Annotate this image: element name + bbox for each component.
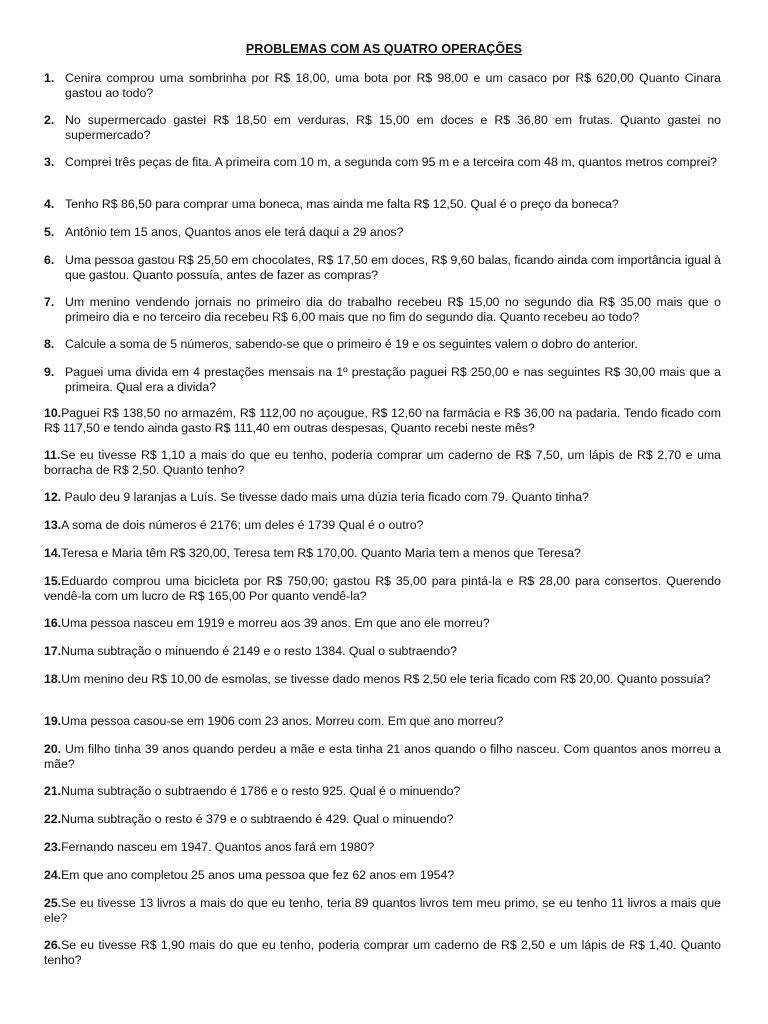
problem-number: 4. xyxy=(44,197,55,211)
problem-text: Numa subtração o resto é 379 e o subtraendo é 429. Qual o minuendo? xyxy=(61,812,454,826)
problem-item xyxy=(44,812,721,827)
problem-number: 15. xyxy=(44,574,62,588)
problem-number: 7. xyxy=(44,295,55,309)
problem-number: 23. xyxy=(44,840,62,854)
problem-item xyxy=(44,784,721,799)
problem-number: 6. xyxy=(44,253,55,267)
problem-item xyxy=(44,490,721,505)
problem-text: Numa subtração o subtraendo é 1786 e o resto 925. Qual é o minuendo? xyxy=(61,784,461,798)
problem-item xyxy=(44,337,721,352)
problem-item xyxy=(44,672,721,687)
problem-text: Paulo deu 9 laranjas a Luís. Se tivesse dado mais uma dúzia teria ficado com 79. Quanto tinha? xyxy=(61,490,589,504)
problem-item xyxy=(44,406,721,435)
problem-item xyxy=(44,644,721,659)
problem-text: Se eu tivesse 13 livros a mais do que eu tenho, teria 89 quantos livros tem meu primo, se eu tenho 11 livros a mais que ele? xyxy=(44,896,721,925)
problem-text: Comprei três peças de fita. A primeira com 10 m, a segunda com 95 m e a terceira com 48 m, quantos metros comprei? xyxy=(65,155,718,169)
problem-item xyxy=(44,840,721,855)
problem-text: Cenira comprou uma sombrinha por R$ 18,00, uma bota por R$ 98,00 e um casaco por R$ 620,00 Quanto Cinara gastou ao todo? xyxy=(65,71,721,100)
problem-item xyxy=(44,448,721,477)
problem-item xyxy=(44,546,721,561)
problem-item xyxy=(44,574,721,603)
problem-item xyxy=(44,616,721,631)
problem-number: 24. xyxy=(44,868,62,882)
problem-item xyxy=(44,518,721,533)
problem-text: No supermercado gastei R$ 18,50 em verduras, R$ 15,00 em doces e R$ 36,80 em frutas. Quanto gastei no supermercado? xyxy=(65,113,721,142)
problem-number: 26. xyxy=(44,938,62,952)
problem-item xyxy=(44,225,721,240)
problem-number: 22. xyxy=(44,812,62,826)
problem-number: 20. xyxy=(44,742,62,756)
problem-text: Paguei R$ 138,50 no armazém, R$ 112,00 no açougue, R$ 12,60 na farmácia e R$ 36,00 na padaria. Tendo ficado com R$ 117,50 e tendo ainda gasto R$ 111,40 em outras despesas, Quanto recebi neste mês? xyxy=(44,406,721,435)
problem-text: Um menino deu R$ 10,00 de esmolas, se tivesse dado menos R$ 2,50 ele teria ficado com R$ 20,00. Quanto possuía? xyxy=(61,672,711,686)
problem-item xyxy=(44,71,721,100)
problem-text: Calcule a soma de 5 números, sabendo-se que o primeiro é 19 e os seguintes valem o dobro do anterior. xyxy=(65,337,638,351)
problem-text: Uma pessoa gastou R$ 25,50 em chocolates, R$ 17,50 em doces, R$ 9,60 balas, ficando ainda com importância igual à que gastou. Quanto possuía, antes de fazer as compras? xyxy=(65,253,721,282)
problem-number: 12. xyxy=(44,490,62,504)
page-title: PROBLEMAS COM AS QUATRO OPERAÇÕES xyxy=(245,42,523,56)
problem-number: 17. xyxy=(44,644,62,658)
problem-text: Uma pessoa casou-se em 1906 com 23 anos. Morreu com. Em que ano morreu? xyxy=(61,714,504,728)
problem-text: Teresa e Maria têm R$ 320,00, Teresa tem R$ 170,00. Quanto Maria tem a menos que Teresa? xyxy=(61,546,581,560)
problem-text: Numa subtração o minuendo é 2149 e o resto 1384. Qual o subtraendo? xyxy=(61,644,457,658)
problem-item xyxy=(44,868,721,883)
problem-item xyxy=(44,365,721,394)
problem-number: 1. xyxy=(44,71,55,85)
problem-item xyxy=(44,113,721,142)
problem-number: 13. xyxy=(44,518,62,532)
problem-number: 11. xyxy=(44,448,61,462)
problem-number: 2. xyxy=(44,113,55,127)
problem-text: Eduardo comprou uma bicicleta por R$ 750,00; gastou R$ 35,00 para pintá-la e R$ 28,00 para consertos. Querendo vendê-la com um lucro de R$ 165,00 Por quanto vendê-la? xyxy=(44,574,721,603)
problem-text: Se eu tivesse R$ 1,90 mais do que eu tenho, poderia comprar um caderno de R$ 2,50 e um lápis de R$ 1,40. Quanto tenho? xyxy=(44,938,721,967)
problem-text: Paguei uma divida em 4 prestações mensais na 1º prestação paguei R$ 250,00 e nas seguintes R$ 30,00 mais que a primeira. Qual era a divida? xyxy=(65,365,721,394)
problem-text: Antônio tem 15 anos, Quantos anos ele terá daqui a 29 anos? xyxy=(65,225,404,239)
problem-text: Tenho R$ 86,50 para comprar uma boneca, mas ainda me falta R$ 12,50. Qual é o preço da boneca? xyxy=(65,197,619,211)
problem-number: 5. xyxy=(44,225,55,239)
problem-item xyxy=(44,896,721,925)
problem-number: 3. xyxy=(44,155,55,169)
problem-text: Uma pessoa nasceu em 1919 e morreu aos 39 anos. Em que ano ele morreu? xyxy=(61,616,490,630)
problem-number: 18. xyxy=(44,672,62,686)
problem-item xyxy=(44,938,721,967)
problem-item xyxy=(44,197,721,212)
problem-item xyxy=(44,253,721,282)
problem-item xyxy=(44,295,721,324)
problem-text: Fernando nasceu em 1947. Quantos anos fará em 1980? xyxy=(61,840,375,854)
problem-item xyxy=(44,714,721,729)
problem-number: 16. xyxy=(44,616,62,630)
problem-text: Um filho tinha 39 anos quando perdeu a mãe e esta tinha 21 anos quando o filho nasceu. Com quantos anos morreu a mãe? xyxy=(44,742,721,771)
problem-text: Se eu tivesse R$ 1,10 a mais do que eu tenho, poderia comprar um caderno de R$ 7,50, um lápis de R$ 2,70 e uma borracha de R$ 2,50. Quanto tenho? xyxy=(44,448,721,477)
problem-number: 21. xyxy=(44,784,62,798)
problem-number: 10. xyxy=(44,406,62,420)
problem-item xyxy=(44,742,721,771)
problem-number: 8. xyxy=(44,337,55,351)
problem-item xyxy=(44,155,721,170)
problem-number: 25. xyxy=(44,896,62,910)
problem-text: A soma de dois números é 2176; um deles é 1739 Qual é o outro? xyxy=(61,518,424,532)
problem-text: Em que ano completou 25 anos uma pessoa que fez 62 anos em 1954? xyxy=(61,868,455,882)
problem-number: 14. xyxy=(44,546,62,560)
problem-number: 9. xyxy=(44,365,55,379)
problem-text: Um menino vendendo jornais no primeiro dia do trabalho recebeu R$ 15,00 no segundo dia R$ 35,00 mais que o primeiro dia e no terceiro dia recebeu R$ 6,00 mais que no fim do segundo dia. Quanto recebeu ao todo? xyxy=(65,295,721,324)
problem-number: 19. xyxy=(44,714,62,728)
